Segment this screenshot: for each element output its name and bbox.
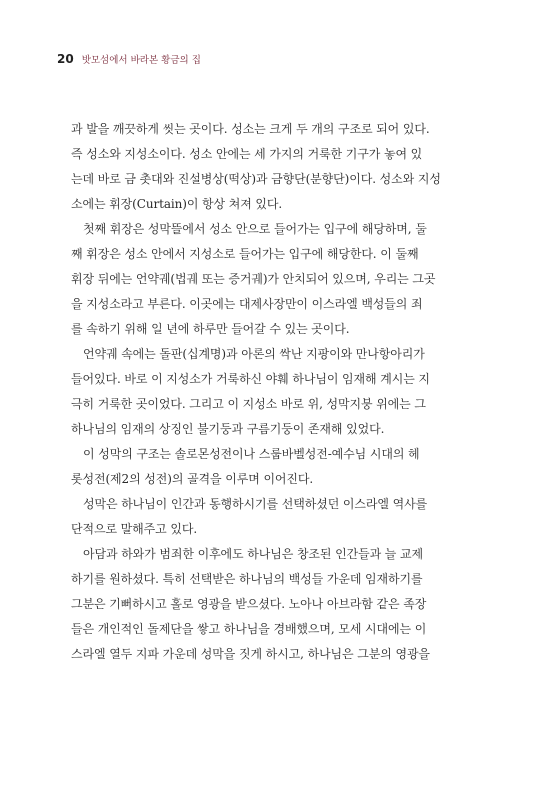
text-line: 언약궤 속에는 돌판(십계명)과 아론의 싹난 지팡이와 만나항아리가 [83,347,425,361]
text-line: 스라엘 열두 지파 가운데 성막을 짓게 하시고, 하나님은 그분의 영광을 [71,647,430,661]
text-line: 첫째 휘장은 성막뜰에서 성소 안으로 들어가는 입구에 해당하며, 둘 [83,222,427,236]
text-line: 아담과 하와가 범죄한 이후에도 하나님은 창조된 인간들과 늘 교제 [83,547,424,561]
text-line: 그분은 기뻐하시고 홀로 영광을 받으셨다. 노아나 아브라함 같은 족장 [71,597,427,611]
text-line: 를 속하기 위해 일 년에 하루만 들어갈 수 있는 곳이다. [71,322,350,336]
text-line: 단적으로 말해주고 있다. [71,522,198,536]
text-line: 극히 거룩한 곳이었다. 그리고 이 지성소 바로 위, 성막지붕 위에는 그 [71,397,426,411]
text-line: 는데 바로 금 촛대와 진설병상(떡상)과 금향단(분향단)이다. 성소와 지성 [71,172,441,186]
page-header [57,52,201,66]
running-title: 밧모섬에서 바라본 황금의 집 [81,55,201,66]
text-line: 성막은 하나님이 인간과 동행하시기를 선택하셨던 이스라엘 역사를 [83,497,428,511]
text-line: 휘장 뒤에는 언약궤(법궤 또는 증거궤)가 안치되어 있으며, 우리는 그곳 [71,272,436,286]
text-line: 소에는 휘장(Curtain)이 항상 쳐져 있다. [71,197,283,211]
text-line: 을 지성소라고 부른다. 이곳에는 대제사장만이 이스라엘 백성들의 죄 [71,297,423,311]
page-number: 20 [57,52,74,66]
text-line: 롯성전(제2의 성전)의 골격을 이루며 이어진다. [71,472,314,486]
text-line: 하나님의 임재의 상징인 불기둥과 구름기둥이 존재해 있었다. [71,422,385,436]
text-line: 들은 개인적인 돌제단을 쌓고 하나님을 경배했으며, 모세 시대에는 이 [71,622,427,636]
text-line: 과 발을 깨끗하게 씻는 곳이다. 성소는 크게 두 개의 구조로 되어 있다. [71,122,430,136]
text-line: 들어있다. 바로 이 지성소가 거룩하신 야훼 하나님이 임재해 계시는 지 [71,372,430,386]
body-text [71,117,474,667]
text-line: 즉 성소와 지성소이다. 성소 안에는 세 가지의 거룩한 기구가 놓여 있 [71,147,423,161]
text-line: 이 성막의 구조는 솔로몬성전이나 스룹바벨성전-예수님 시대의 헤 [83,447,420,461]
text-line: 째 휘장은 성소 안에서 지성소로 들어가는 입구에 해당한다. 이 둘째 [71,247,419,261]
text-line: 하기를 원하셨다. 특히 선택받은 하나님의 백성들 가운데 임재하기를 [71,572,423,586]
